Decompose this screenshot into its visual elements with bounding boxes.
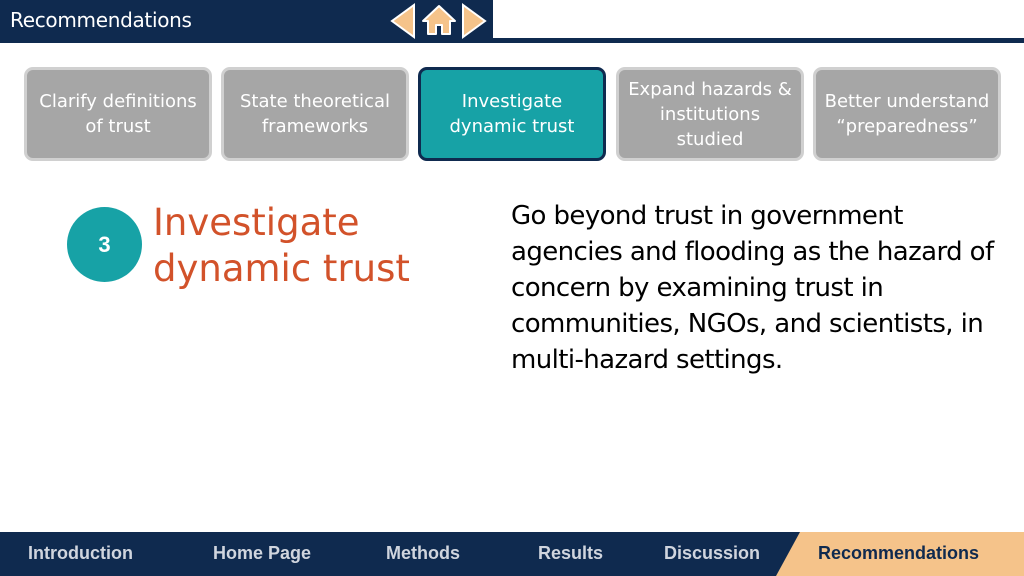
footer-link-introduction[interactable]: Introduction (28, 543, 133, 563)
step-card-state-frameworks[interactable] (221, 67, 409, 161)
footer-link-methods[interactable]: Methods (386, 543, 460, 563)
page-title: Recommendations (10, 8, 192, 32)
step-card-label: Better understand “preparedness” (824, 91, 990, 137)
step-number-badge: 3 (67, 207, 142, 282)
home-icon[interactable] (420, 2, 458, 38)
footer-link-recommendations[interactable]: Recommendations (818, 543, 980, 563)
footer-link-home-page[interactable]: Home Page (213, 543, 312, 563)
triangle-left-icon[interactable] (390, 3, 416, 39)
detail-title: Investigate dynamic trust (153, 201, 410, 290)
step-card-investigate-dynamic-trust[interactable] (418, 67, 606, 161)
header-divider (493, 38, 1024, 43)
step-card-clarify-definitions[interactable] (24, 67, 212, 161)
detail-body: Go beyond trust in government agencies and flooding as the hazard of concern by examining trust in communities, NGOs, and scientists, in multi-hazard settings. (511, 201, 994, 375)
triangle-right-icon[interactable] (461, 3, 487, 39)
footer-nav (0, 532, 1024, 576)
header-bar (0, 0, 493, 43)
footer-link-results[interactable]: Results (538, 543, 604, 563)
footer-link-discussion[interactable]: Discussion (664, 543, 761, 563)
step-card-expand-hazards[interactable] (616, 67, 804, 161)
step-card-label: State theoretical frameworks (240, 91, 390, 137)
step-card-better-understand-preparedness[interactable] (813, 67, 1001, 161)
step-card-label: Investigate dynamic trust (449, 91, 575, 137)
step-card-label: Expand hazards & institutions studied (628, 78, 792, 150)
step-card-label: Clarify definitions of trust (39, 91, 197, 137)
